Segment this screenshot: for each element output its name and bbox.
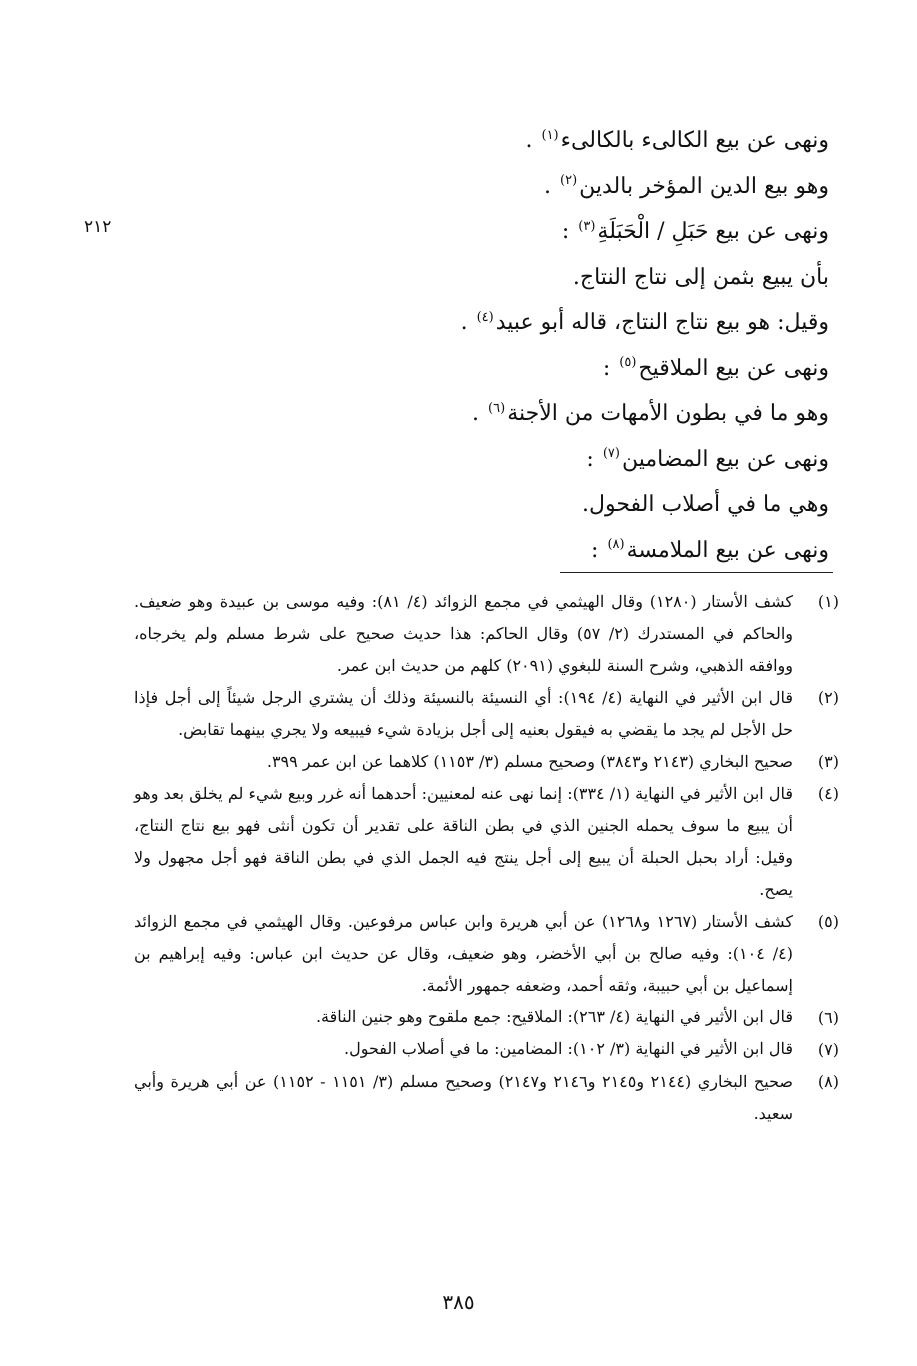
footnote-text: قال ابن الأثير في النهاية (١/ ٣٣٤): إنما نهى عنه لمعنيين: أحدهما أنه غرر وبيع شيء لم يخلق بعد وهو أن يبيع ما سوف يحمله الجنين الذي في بطن الناقة على تقدير أن تكون أنثى فهو بيع نتاج النتاج، وقيل: أراد بحبل الحبلة أن يبيع إلى أجل ينتج فيه الجمل الذي في بطن الناقة فهو أجل مجهول ولا يصح. xyxy=(134,784,794,899)
main-line xyxy=(269,209,829,255)
main-line xyxy=(269,391,829,437)
footnotes xyxy=(134,586,839,1130)
main-line-text: ونهى عن بيع الكالىء بالكالىء xyxy=(560,128,829,153)
main-line xyxy=(269,255,829,301)
main-line-text: وقيل: هو بيع نتاج النتاج، قاله أبو عبيد xyxy=(495,310,829,335)
page-number: ٣٨٥ xyxy=(442,1290,475,1314)
footnote xyxy=(134,586,839,682)
main-line-text: وهو ما في بطون الأمهات من الأجنة xyxy=(507,401,829,426)
footnote-separator xyxy=(560,572,833,573)
main-line-text: ونهى عن بيع المضامين xyxy=(621,446,829,472)
main-line xyxy=(269,346,829,392)
footnote-ref: (٦) xyxy=(488,400,506,416)
footnote-text: قال ابن الأثير في النهاية (٤/ ٢٦٣): الملاقيح: جمع ملقوح وهو جنين الناقة. xyxy=(315,1007,793,1026)
footnote-number: (٣) xyxy=(817,752,839,771)
footnote-number: (٨) xyxy=(817,1072,839,1091)
footnote-number: (٧) xyxy=(817,1040,839,1059)
footnote-number: (١) xyxy=(817,592,839,611)
main-line-text: وهو بيع الدين المؤخر بالدين xyxy=(579,173,829,199)
main-line-punct: . xyxy=(460,310,475,335)
main-line-punct: . xyxy=(472,401,487,426)
footnote-ref: (٨) xyxy=(607,537,625,553)
footnote-number: (٥) xyxy=(817,912,839,931)
main-line-text: وهي ما في أصلاب الفحول. xyxy=(582,492,829,517)
footnote-ref: (٣) xyxy=(578,218,596,234)
footnote-ref: (٢) xyxy=(560,173,578,189)
main-line xyxy=(269,528,829,574)
main-line-text: ونهى عن بيع الملاقيح xyxy=(638,355,829,381)
main-line-punct: . xyxy=(525,128,540,153)
footnote-number: (٦) xyxy=(817,1008,839,1027)
footnote xyxy=(134,906,839,1002)
main-line-text: بأن يبيع بثمن إلى نتاج النتاج. xyxy=(572,264,829,290)
main-line-text: ونهى عن بيع الملامسة xyxy=(626,537,829,563)
footnote-text: صحيح البخاري (٢١٤٣ و٣٨٤٣) وصحيح مسلم (٣/ ١١٥٣) كلاهما عن ابن عمر ٣٩٩. xyxy=(266,752,793,771)
main-line xyxy=(269,437,829,483)
main-line xyxy=(269,164,829,210)
footnote-number: (٤) xyxy=(817,784,839,803)
main-line-punct: : xyxy=(561,219,577,244)
footnote-number: (٢) xyxy=(817,688,839,707)
main-text xyxy=(269,118,829,573)
footnote-text: صحيح البخاري (٢١٤٤ و٢١٤٥ و٢١٤٦ و٢١٤٧) وصحيح مسلم (٣/ ١١٥١ - ١١٥٢) عن أبي هريرة وأبي سعيد. xyxy=(134,1072,793,1123)
footnote-ref: (٧) xyxy=(602,446,620,462)
main-line-punct: : xyxy=(602,355,618,381)
footnote xyxy=(134,1034,839,1066)
margin-page-number: ٢١٢ xyxy=(84,217,112,237)
footnote xyxy=(134,682,839,746)
main-line xyxy=(269,482,829,528)
main-line-punct: : xyxy=(591,537,606,563)
footnote xyxy=(134,1002,839,1034)
footnote xyxy=(134,746,839,778)
main-line-punct: . xyxy=(544,173,558,199)
main-line xyxy=(269,300,829,346)
footnote xyxy=(134,778,839,906)
footnote-text: كشف الأستار (١٢٦٧ و١٢٦٨) عن أبي هريرة وابن عباس مرفوعين. وقال الهيثمي في مجمع الزوائد (٤/ ١٠٤): وفيه صالح بن أبي الأخضر، وهو ضعيف، وقال عن حديث ابن عباس: وفيه إبراهيم بن إسماعيل بن أبي حبيبة، وثقه أحمد، وضعفه جمهور الأئمة. xyxy=(134,912,794,995)
footnote-text: قال ابن الأثير في النهاية (٤/ ١٩٤): أي النسيئة بالنسيئة وذلك أن يشتري الرجل شيئاً إلى أجل فإذا حل الأجل لم يجد ما يقضي به فيقول بعنيه إلى أجل بزيادة شيء فيبيعه ولا يجري بينهما تقابض. xyxy=(134,688,793,739)
footnote-ref: (١) xyxy=(541,127,559,143)
main-line xyxy=(269,118,829,164)
footnote-text: كشف الأستار (١٢٨٠) وقال الهيثمي في مجمع الزوائد (٤/ ٨١): وفيه موسى بن عبيدة وهو ضعيف. والحاكم في المستدرك (٢/ ٥٧) وقال الحاكم: هذا حديث صحيح على شرط مسلم ولم يخرجاه، ووافقه الذهبي، وشرح السنة للبغوي (٢٠٩١) كلهم من حديث ابن عمر. xyxy=(134,592,793,675)
footnote-ref: (٥) xyxy=(619,355,637,371)
footnote xyxy=(134,1066,839,1130)
footnote-ref: (٤) xyxy=(476,309,494,325)
footnote-text: قال ابن الأثير في النهاية (٣/ ١٠٢): المضامين: ما في أصلاب الفحول. xyxy=(344,1039,793,1058)
main-line-text: ونهى عن بيع حَبَلِ / الْحَبَلَةِ xyxy=(597,219,829,244)
main-line-punct: : xyxy=(586,446,601,472)
